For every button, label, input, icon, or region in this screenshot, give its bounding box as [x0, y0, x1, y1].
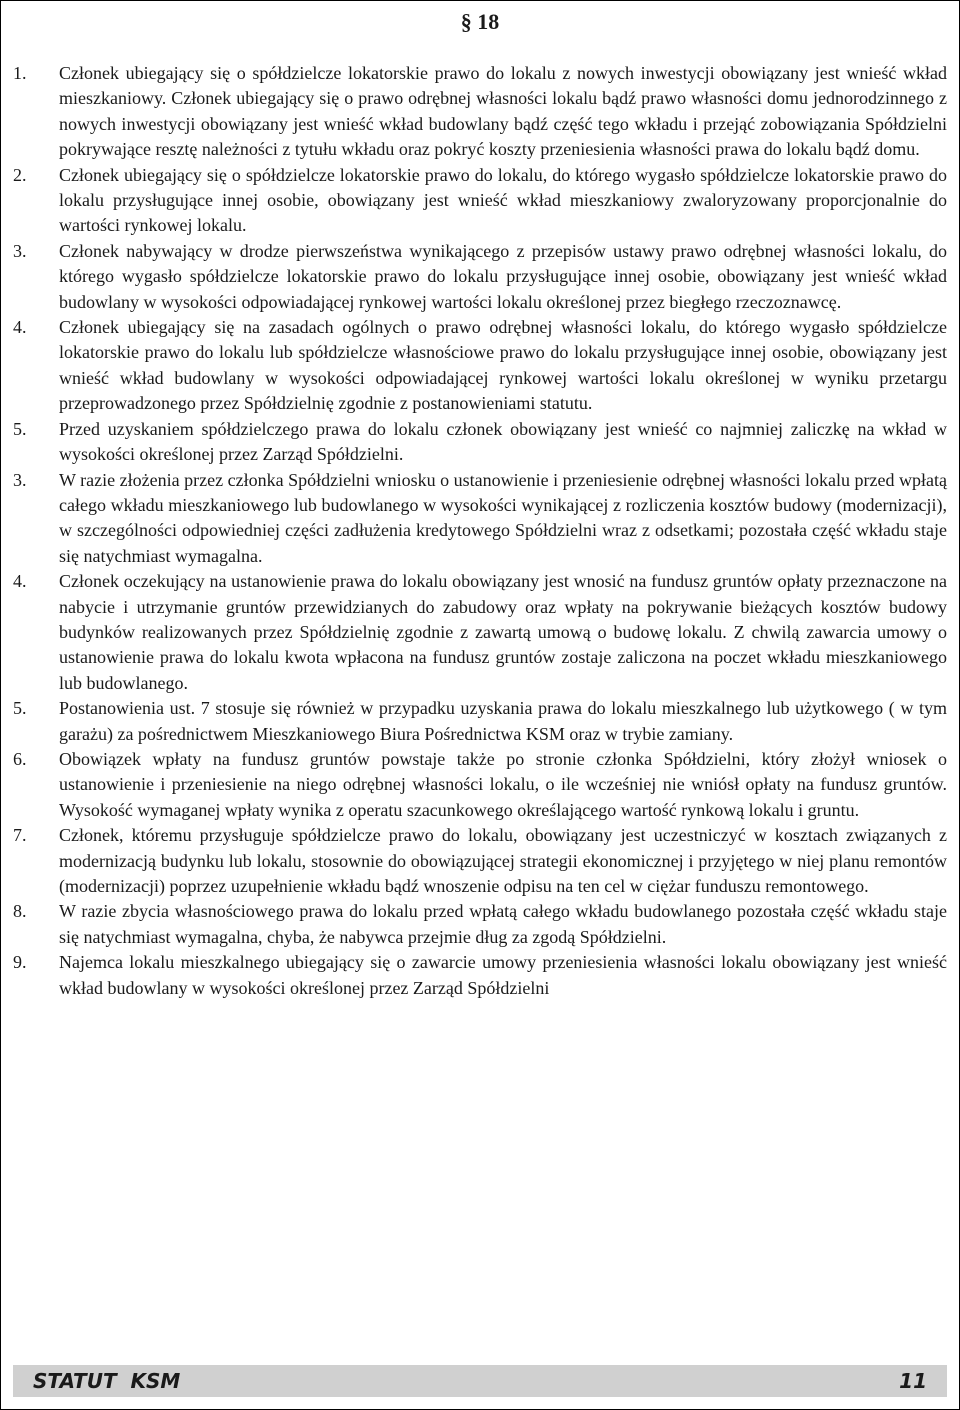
paragraph-list — [13, 61, 947, 1001]
page-number: 11 — [899, 1369, 927, 1393]
list-item — [13, 569, 947, 696]
list-item — [13, 747, 947, 823]
list-item — [13, 950, 947, 1001]
list-item — [13, 823, 947, 899]
item-number: 5. — [13, 698, 27, 719]
item-text: Przed uzyskaniem spółdzielczego prawa do lokalu członek obowiązany jest wnieść co najmniej zaliczkę na wkład w wysokości określonej przez Zarząd Spółdzielni. — [59, 418, 947, 465]
item-text: Członek ubiegający się o spółdzielcze lokatorskie prawo do lokalu z nowych inwestycji obowiązany jest wnieść wkład mieszkaniowy. Członek ubiegający się o prawo odrębnej własności lokalu bądź prawo własności domu jednorodzinnego z nowych inwestycji obowiązany jest wnieść wkład budowlany bądź część tego wkładu i przejąć zobowiązania Spółdzielni pokrywające resztę należności z tytułu wkładu oraz pokryć koszty przeniesienia własności prawa do lokalu bądź domu. — [59, 63, 947, 160]
item-number: 6. — [13, 748, 27, 769]
item-number: 1. — [13, 63, 27, 83]
list-item — [13, 417, 947, 468]
list-item — [13, 163, 947, 239]
item-number: 5. — [13, 418, 27, 439]
footer-title: STATUT KSM — [33, 1369, 181, 1393]
list-item — [13, 899, 947, 950]
item-number: 8. — [13, 901, 27, 922]
list-item — [13, 315, 947, 417]
item-text: Postanowienia ust. 7 stosuje się również w przypadku uzyskania prawa do lokalu mieszkalnego lub użytkowego ( w tym garażu) za pośrednictwem Mieszkaniowego Biura Pośrednictwa KSM oraz w trybie zamiany. — [59, 698, 947, 744]
item-text: W razie zbycia własnościowego prawa do lokalu przed wpłatą całego wkładu budowlanego pozostała część wkładu staje się natychmiast wymagalna, chyba, że nabywca przejmie dług za zgodą Spółdzielni. — [59, 901, 947, 947]
item-text: Najemca lokalu mieszkalnego ubiegający się o zawarcie umowy przeniesienia własności lokalu obowiązany jest wnieść wkład budowlany w wysokości określonej przez Zarząd Spółdzielni — [59, 952, 947, 998]
list-item — [13, 239, 947, 315]
item-number: 3. — [13, 469, 27, 490]
item-number: 4. — [13, 317, 27, 338]
section-heading: § 18 — [460, 9, 500, 34]
item-text: Członek nabywający w drodze pierwszeństwa wynikającego z przepisów ustawy prawo odrębnej własności lokalu, do którego wygasło spółdzielcze lokatorskie prawo do lokalu przysługujące innej osobie, obowiązany jest wnieść wkład budowlany w wysokości odpowiadającej rynkowej wartości lokalu określonej przez biegłego rzeczoznawcę. — [59, 240, 947, 312]
list-item — [13, 468, 947, 570]
item-number: 4. — [13, 571, 27, 592]
item-text: Obowiązek wpłaty na fundusz gruntów powstaje także po stronie członka Spółdzielni, który złożył wniosek o ustanowienie i przeniesienie na niego odrębnej własności lokalu, o ile wcześniej nie wniósł opłaty na fundusz gruntów. Wysokość wymaganej wpłaty wynika z operatu szacunkowego określającego wartość rynkową lokalu i gruntu. — [59, 748, 947, 820]
item-text: Członek ubiegający się o spółdzielcze lokatorskie prawo do lokalu, do którego wygasło spółdzielcze lokatorskie prawo do lokalu przysługujące innej osobie, obowiązany jest wnieść wkład mieszkaniowy zwaloryzowany proporcjonalnie do wartości rynkowej lokalu. — [59, 164, 947, 236]
page-footer — [13, 1365, 947, 1397]
item-number: 3. — [13, 240, 27, 261]
list-item — [13, 61, 947, 163]
item-text: Członek, któremu przysługuje spółdzielcze prawo do lokalu, obowiązany jest uczestniczyć w kosztach związanych z modernizacją budynku lub lokalu, stosownie do obowiązującej strategii ekonomicznej i przyjętego w niej planu remontów (modernizacji) poprzez uzupełnienie wkładu bądź wnoszenie odpisu na ten cel w ciężar funduszu remontowego. — [59, 825, 947, 896]
item-number: 7. — [13, 825, 27, 846]
item-number: 2. — [13, 164, 27, 185]
item-text: W razie złożenia przez członka Spółdzielni wniosku o ustanowienie i przeniesienie odrębnej własności lokalu przed wpłatą całego wkładu mieszkaniowego lub budowlanego w wysokości wynikającej z rozliczenia kosztów budowy (modernizacji), w szczególności odpowiedniej części zadłużenia kredytowego Spółdzielni wraz z odsetkami; pozostała część wkładu staje się natychmiast wymagalna. — [59, 469, 947, 566]
list-item — [13, 696, 947, 747]
item-number: 9. — [13, 952, 27, 973]
item-text: Członek ubiegający się na zasadach ogólnych o prawo odrębnej własności lokalu, do którego wygasło spółdzielcze lokatorskie prawo do lokalu lub spółdzielcze własnościowe prawo do lokalu przysługujące innej osobie, obowiązany jest wnieść wkład budowlany w wysokości odpowiadającej rynkowej wartości lokalu określonej w wyniku przetargu przeprowadzonego przez Spółdzielnię zgodnie z postanowieniami statutu. — [59, 317, 947, 414]
item-text: Członek oczekujący na ustanowienie prawa do lokalu obowiązany jest wnosić na fundusz gruntów opłaty przeznaczone na nabycie i utrzymanie gruntów przewidzianych do zabudowy oraz wpłaty na pokrywanie bieżących kosztów budowy budynków realizowanych przez Spółdzielnię zgodnie z zawartą umową o budowę lokalu. Z chwilą zawarcia umowy o ustanowienie prawa do lokalu kwota wpłacona na fundusz gruntów zostaje zaliczona na poczet wkładu mieszkaniowego lub budowlanego. — [59, 571, 947, 693]
